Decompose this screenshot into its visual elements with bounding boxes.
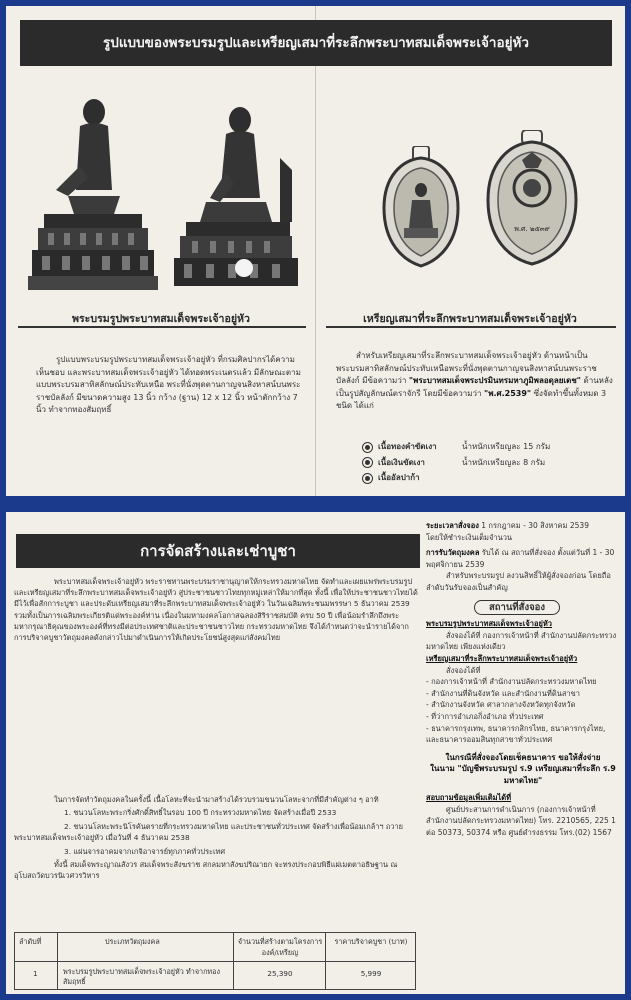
bullet-icon: [362, 442, 373, 453]
bullet-icon: [362, 473, 373, 484]
caption-underline-right: [326, 326, 616, 328]
order-period: [426, 520, 620, 532]
statue-description-text: รูปแบบพระบรมรูปพระบาทสมเด็จพระเจ้าอยู่หัว ที่กรมศิลปากรได้ความเห็นชอบ และพระบาทสมเด็จพระเจ้าอยู่หัว ได้ทอดพระเนตรแล้ว มีลักษณะตามแบบพระบรมสาทิสลักษณ์ประทับเหนือ พระที่นั่งพุดตานกาญจนสิงหาสน์บนพระราชบัลลังก์ มีขนาดความสูง 13 นิ้ว กว้าง (ฐาน) 12 x 12 นิ้ว หน้าตักกว้าง 7 นิ้ว ทำจากทองสัมฤทธิ์: [36, 355, 301, 415]
medal-type-item: [362, 472, 602, 485]
medal-type-name: เนื้อทองคำขัดเงา: [378, 442, 437, 451]
bank-note-line2: ในนาม "บัญชีพระบรมรูป ร.9 เหรียญเสมาที่ระลึก ร.9 มหาดไทย": [430, 764, 616, 785]
statue-photo-right: [170, 98, 300, 294]
table-row-qty: 25,390: [267, 969, 293, 978]
table-header-item: ประเภทวัตถุมงคล: [105, 937, 160, 946]
table-row-price: 5,999: [360, 969, 382, 978]
medal-front-image: [378, 146, 464, 270]
intro-paragraph: [14, 576, 418, 643]
fold-line: [315, 6, 316, 496]
contact-text: ศูนย์ประสานการดำเนินการ (กองการเจ้าหน้าที่ สำนักงานปลัดกระทรวงมหาดไทย) โทร. 2210565, 225 1 ต่อ 50373, 50374 หรือ ศูนย์ดำรงธรรม โทร.(02) 1567: [426, 804, 616, 837]
ceremony-paragraph: ทั้งนี้ สมเด็จพระญาณสังวร สมเด็จพระสังฆราช สกลมหาสังฆปริณายก จะทรงประกอบพิธีแผ่เมตตาอธิษฐาน ณ อุโบสถวัดบวรนิเวศวรวิหาร: [14, 860, 398, 881]
list-item: - ธนาคารกรุงเทพ, ธนาคารกสิกรไทย, ธนาคารกรุงไทย, และธนาคารออมสินทุกสาขาทั่วประเทศ: [426, 723, 620, 746]
price-table: [14, 932, 416, 990]
materials-paragraph: [14, 794, 418, 882]
bank-note: [426, 752, 620, 787]
medal-type-item: [362, 441, 602, 454]
statue-description: [36, 354, 306, 417]
medal-back-image: [482, 130, 582, 270]
list-item: - ที่ว่าการอำเภอกิ่งอำเภอ ทั่วประเทศ: [426, 711, 620, 723]
list-item: - สำนักงานจังหวัด ศาลากลางจังหวัดทุกจังหวัด: [426, 699, 620, 711]
order-info-column: [426, 520, 620, 839]
medal-type-weight: น้ำหนักเหรียญละ 8 กรัม: [462, 457, 546, 467]
medal-description-part3: ซึ่งจัดทำขึ้นทั้งหมด 3 ชนิด ได้แก่: [336, 388, 607, 411]
order-period-value: 1 กรกฎาคม - 30 สิงหาคม 2539: [481, 521, 589, 530]
receive-info: [426, 547, 620, 570]
medal-description-part2: ด้านหลังเป็นรูปสัญลักษณ์ตราจักรี โดยมีข้อความว่า: [336, 376, 613, 398]
table-header-no: ลำดับที่: [19, 937, 42, 946]
top-banner-title: รูปแบบของพระบรมรูปและเหรียญเสมาที่ระลึกพระบาทสมเด็จพระเจ้าอยู่หัว: [20, 20, 612, 66]
medal-order-text: สั่งจองได้ที่: [446, 665, 481, 675]
bullet-icon: [362, 457, 373, 468]
medal-order-heading: เหรียญเสมาที่ระลึกพระบาทสมเด็จพระเจ้าอยู่หัว: [426, 653, 578, 663]
list-item: - กองการเจ้าหน้าที่ สำนักงานปลัดกระทรวงมหาดไทย: [426, 676, 620, 688]
materials-intro: ในการจัดทำวัตถุมงคลในครั้งนี้ เนื้อโลหะที่จะนำมาสร้างได้รวบรวมขนวนโลหะจากที่มีสำคัญต่าง ๆ อาทิ: [54, 795, 379, 804]
medal-type-list: [362, 438, 602, 485]
brochure-top-page: [6, 6, 625, 496]
table-header-rule: [15, 961, 415, 962]
bank-note-line1: ในกรณีที่สั่งจองโดยเช็คธนาคาร ขอให้สั่งจ่าย: [445, 752, 601, 762]
list-item: - สำนักงานที่ดินจังหวัด และสำนักงานที่ดินสาขา: [426, 688, 620, 700]
statue-order-text: สั่งจองได้ที่ กองการเจ้าหน้าที่ สำนักงานปลัดกระทรวงมหาดไทย เพียงแห่งเดียว: [426, 630, 617, 652]
medal-description-part1: สำหรับเหรียญเสมาที่ระลึกพระบาทสมเด็จพระเจ้าอยู่หัว ด้านหน้าเป็นพระบรมสาทิสลักษณ์ประทับเหนือพระที่นั่งพุดตานกาญจนสิงหาสน์บนพระราชบัลลังก์ มีข้อความว่า: [336, 351, 597, 386]
table-row-item: พระบรมรูปพระบาทสมเด็จพระเจ้าอยู่หัว ทำจากทองสัมฤทธิ์: [63, 967, 220, 986]
table-header-qty: จำนวนที่สร้างตามโครงการ องค์/เหรียญ: [237, 937, 323, 957]
order-places-title: สถานที่สั่งจอง: [474, 600, 560, 616]
receive-value: รับได้ ณ สถานที่สั่งจอง ตั้งแต่วันที่ 1 - 30 พฤศจิกายน 2539: [426, 548, 615, 569]
contact-title: สอบถามข้อมูลเพิ่มเติมได้ที่: [426, 793, 512, 803]
order-period-note: โดยให้ชำระเงินเต็มจำนวน: [426, 532, 513, 542]
table-row-no: 1: [33, 969, 38, 978]
medal-order-places: [426, 676, 620, 746]
medal-type-name: เนื้อเงินขัดเงา: [378, 457, 425, 467]
materials-item: 3. แผ่นจารอาคมจากเกจิอาจารย์ทุกภาคทั่วประเทศ: [64, 846, 226, 856]
materials-item: 1. ชนวนโลหะพระกริ่งศักดิ์สิทธิ์ในรอบ 100 ปี กระทรวงมหาดไทย จัดสร้างเมื่อปี 2533: [64, 808, 337, 818]
medal-caption: เหรียญเสมาที่ระลึกพระบาทสมเด็จพระเจ้าอยู่หัว: [363, 313, 577, 325]
caption-underline-left: [18, 326, 306, 328]
receive-label: การรับวัตถุมงคล: [426, 548, 480, 558]
brochure-bottom-page: [6, 512, 625, 994]
materials-item: 2. ชนวนโลหะพระนิโรคันตรายที่กระทรวงมหาดไทย และประชาชนทั่วประเทศ จัดสร้างเพื่อน้อมเกล้าฯ ถวายพระบาทสมเด็จพระเจ้าอยู่หัว เมื่อวันที่ 4 ธันวาคม 2538: [14, 821, 403, 843]
medal-type-item: [362, 457, 602, 470]
receive-note: สำหรับพระบรมรูป ลงวนสิทธิ์ให้ผู้สั่งจองก่อน โดยถือลำดับวันรับจองเป็นสำคัญ: [426, 571, 611, 592]
statue-caption: พระบรมรูปพระบาทสมเด็จพระเจ้าอยู่หัว: [72, 313, 250, 325]
medal-type-name: เนื้ออัลปาก้า: [378, 473, 420, 483]
medal-type-weight: น้ำหนักเหรียญละ 15 กรัม: [462, 442, 551, 451]
statue-photo-left: [28, 86, 158, 296]
table-header-price: ราคาบริจาคบูชา (บาท): [334, 937, 408, 946]
medal-back-inscription: "พ.ศ.2539": [484, 388, 532, 398]
section-banner-title: การจัดสร้างและเช่าบูชา: [16, 534, 420, 568]
order-period-label: ระยะเวลาสั่งจอง: [426, 521, 479, 530]
medal-back-text: พ.ศ. ๒๕๓๙: [514, 225, 550, 233]
medal-front-inscription: "พระบาทสมเด็จพระปรมินทรมหาภูมิพลอดุลยเดช": [408, 376, 581, 386]
statue-order-heading: พระบรมรูปพระบาทสมเด็จพระเจ้าอยู่หัว: [426, 619, 553, 629]
intro-paragraph-text: พระบาทสมเด็จพระเจ้าอยู่หัว พระราชทานพระบรมราชานุญาตให้กระทรวงมหาดไทย จัดทำและเผยแพร่พระบรมรูปและเหรียญเสมาที่ระลึกพระบาทสมเด็จพระเจ้าอยู่หัว สู่ประชาชนชาวไทยทุกหมู่เหล่าให้มากที่สุด ทั้งนี้ เพื่อให้ประชาชนชาวไทยได้มีไว้เพื่อสักการะบูชา และประดับเหรียญเสมาที่ระลึกพระบาทสมเด็จพระเจ้าอยู่หัว ในวันเฉลิมพระชนมพรรษา 5 ธันวาคม 2539 รวมทั้งเป็นการเฉลิมพระเกียรติแด่พระองค์ท่าน เนื่องในมหามงคลโอกาสฉลองสิริราชสมบัติ ครบ 50 ปี เพื่อน้อมรำลึกถึงพระมหากรุณาธิคุณของพระองค์ที่ทรงมีต่อประเทศชาติและประชาชนชาวไทย กระทรวงมหาดไทย จึงได้กำหนดว่าจะนำรายได้จากการบริจาคบูชาวัตถุมงคลดังกล่าวไปมาดำเนินการให้เกิดประโยชน์สูงสุดแก่สังคมไทย: [14, 577, 418, 643]
medal-description: [336, 350, 616, 413]
